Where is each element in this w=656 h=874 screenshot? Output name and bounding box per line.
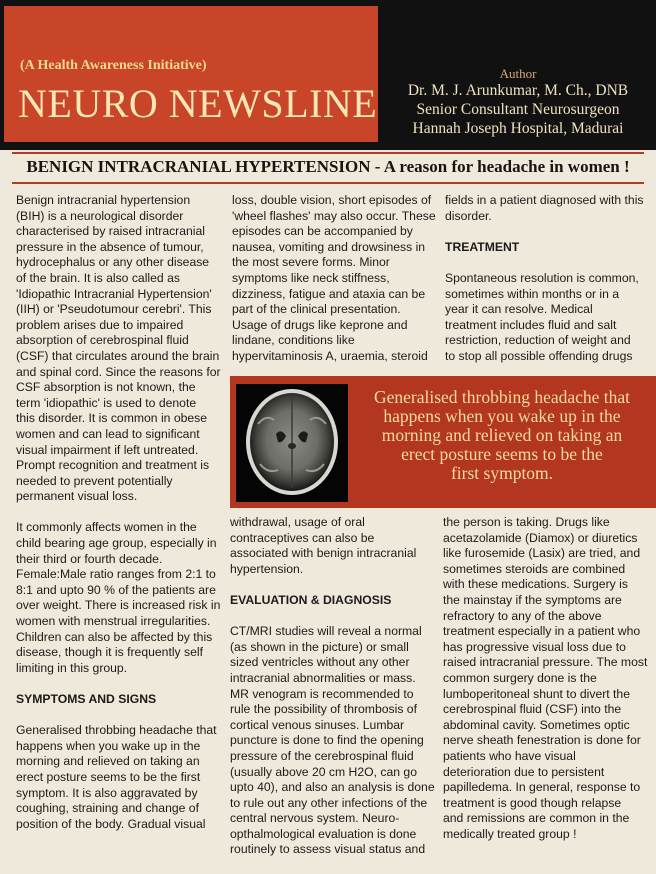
headline-bar — [12, 152, 644, 184]
masthead-title-panel — [4, 6, 378, 142]
author-block — [380, 66, 656, 138]
evaluation-continued-paragraph: fields in a patient diagnosed with this disorder. — [445, 193, 644, 223]
article-column-3-top — [445, 193, 650, 380]
pull-quote-box — [230, 376, 656, 508]
pull-quote-line: Generalised throbbing headache that — [373, 387, 631, 407]
masthead — [0, 0, 656, 150]
evaluation-paragraph: CT/MRI studies will reveal a normal (as shown in the picture) or small sized ventricles without any other intracranial abnormalities or mass. MR venogram is recommended to rule the possibility of thrombosis of cortical venous sinuses. Lumbar puncture is done to find the opening pressure of the cerebrospinal fluid (usually above 20 cm H2O, can go upto 40), and also an analysis is done to rule out any other infections of the central nervous system. Neuro- opthalmological evaluation is done routinely to assess visual status and — [230, 624, 435, 857]
section-heading-treatment: TREATMENT — [445, 239, 520, 254]
author-name: Dr. M. J. Arunkumar, M. Ch., DNB — [407, 82, 629, 99]
author-label: Author — [499, 66, 537, 81]
brain-scan-graphic — [236, 384, 348, 502]
article-headline: BENIGN INTRACRANIAL HYPERTENSION - A reason for headache in women ! — [26, 157, 630, 176]
pull-quote-line: morning and relieved on taking an — [381, 425, 623, 445]
symptoms-paragraph: Generalised throbbing headache that happens when you wake up in the morning and relieved on taking an erect posture seems to be the first symptom. It is also aggravated by coughing, straining and change of position of the body. Gradual visual — [16, 723, 217, 831]
pull-quote-line: first symptom. — [450, 463, 554, 483]
masthead-tagline: (A Health Awareness Initiative) — [20, 58, 207, 73]
newsletter-title: NEURO NEWSLINE — [18, 81, 378, 126]
pull-quote-line: happens when you wake up in the — [383, 406, 621, 426]
section-heading-symptoms: SYMPTOMS AND SIGNS — [16, 692, 157, 706]
article-column-1 — [16, 193, 221, 848]
intro-paragraph: Benign intracranial hypertension (BIH) is a neurological disorder characterised by raised intracranial pressure in the absence of tumour, hydrocephalus or any other disease of the brain. It is also called as 'Idiopathic Intracranial Hypertension' (IIH) or 'Pseudotumour cerebri'. This problem arises due to impaired absorption of cerebrospinal fluid (CSF) that circulates around the brain and spinal cord. Since the reasons for CSF absorption is not known, the term 'idiopathic' is used to denote this disorder. It is common in obese women and can lead to significant visual impairment if left untreated. Prompt recognition and treatment is needed to prevent potentially permanent visual loss. — [16, 193, 221, 504]
treatment-paragraph: Spontaneous resolution is common, sometimes within months or in a year it can resolve. Medical treatment includes fluid and salt restriction, reduction of weight and to stop all possible offending drugs — [445, 270, 639, 363]
article-column-3-bottom — [443, 515, 648, 858]
pull-quote — [352, 388, 652, 483]
pull-quote-line: erect posture seems to be the — [401, 444, 603, 464]
ct-scan-image — [236, 384, 348, 502]
author-hospital: Hannah Joseph Hospital, Madurai — [412, 120, 624, 137]
symptoms-continued-paragraph: loss, double vision, short episodes of 'wheel flashes' may also occur. These episodes can be accompanied by nausea, vomiting and drowsiness in the most severe forms. Minor symptoms like neck stiffness, dizziness, fatigue and ataxia can be part of the clinical presentation. Usage of drugs like keprone and lindane, conditions like hypervitaminosis A, uraemia, steroid — [232, 193, 436, 363]
associated-causes-paragraph: withdrawal, usage of oral contraceptives can also be associated with benign intracranial hypertension. — [230, 515, 417, 576]
treatment-continued-paragraph: the person is taking. Drugs like acetazolamide (Diamox) or diuretics like furosemide (Lasix) are tried, and sometimes steroids are combined with these medications. Surgery is the mainstay if the symptoms are refractory to any of the above treatment especially in a patient who has progressive visual loss due to raised intracranial pressure. The most common surgery done is the lumboperitoneal shunt to divert the cerebrospinal fluid (CSF) into the abdominal cavity. Sometimes optic nerve sheath fenestration is done for patients who have visual deterioration due to persistent papilledema. In general, response to treatment is good though relapse and remissions are common in the medically treated group ! — [443, 515, 648, 841]
article-column-2-bottom — [230, 515, 435, 874]
author-title: Senior Consultant Neurosurgeon — [416, 101, 620, 118]
demographics-paragraph: It commonly affects women in the child bearing age group, especially in their third or fourth decade. Female:Male ratio ranges from 2:1 to 8:1 and upto 90 % of the patients are over weight. There is increased risk in women with menstrual irregularities. Children can also be affected by this disease, though it is frequently self limiting in this group. — [16, 520, 221, 675]
section-heading-evaluation: EVALUATION & DIAGNOSIS — [230, 592, 392, 607]
article-column-2-top — [232, 193, 437, 380]
